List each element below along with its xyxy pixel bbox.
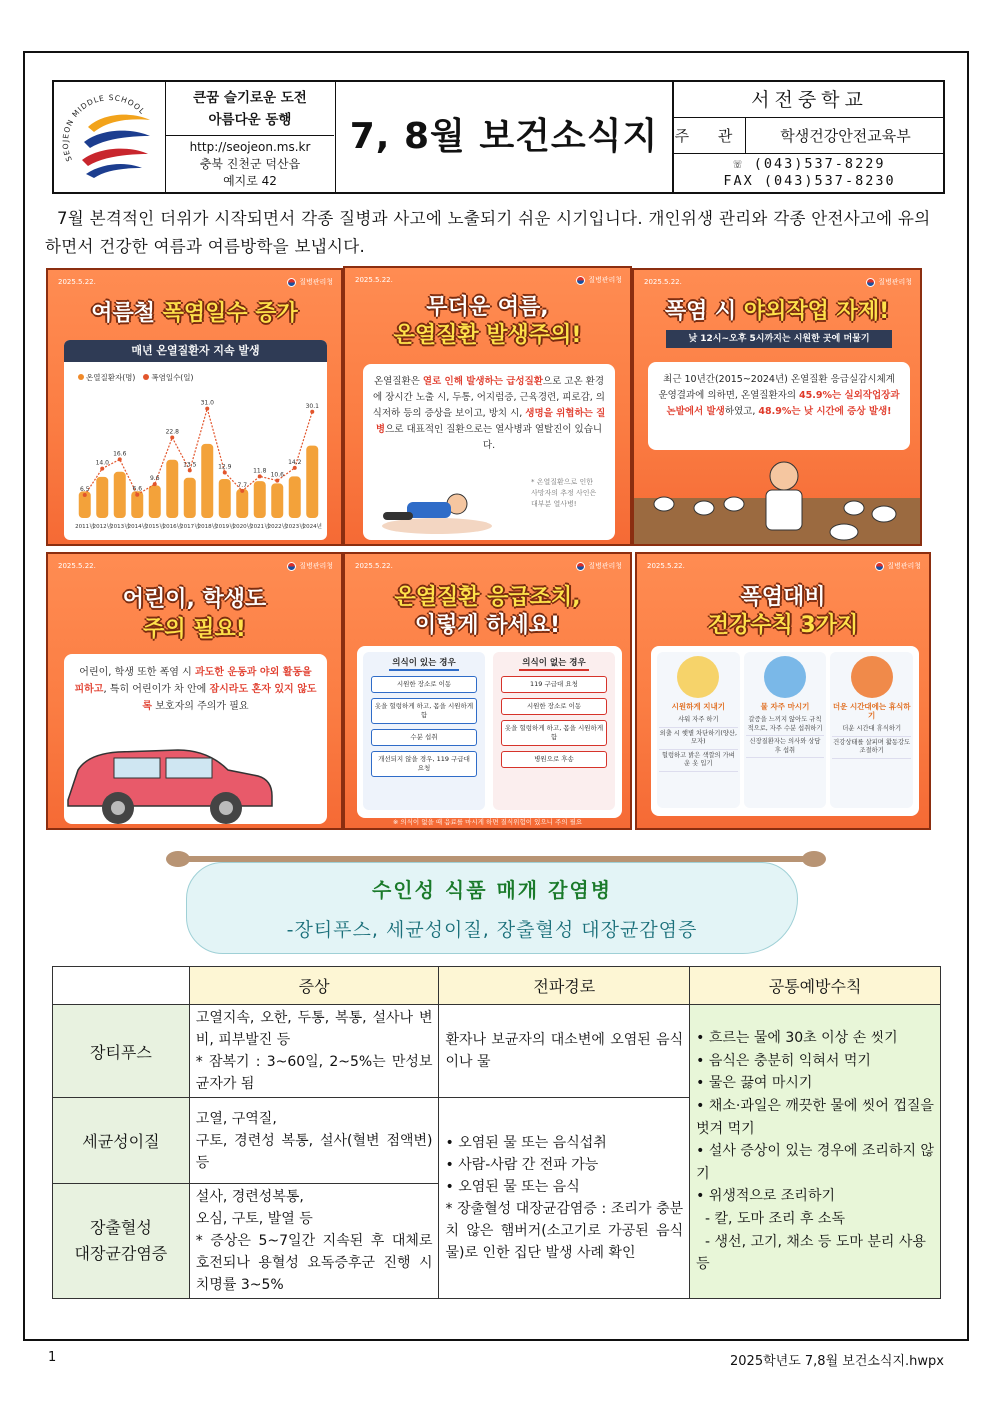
rules-panel (651, 646, 919, 816)
rule-head: 물 자주 마시기 (760, 702, 810, 711)
data-label: 6.6 (132, 485, 143, 493)
unconscious-column (493, 652, 615, 810)
field-work-illustration (634, 454, 922, 544)
agency-name: 질병관리청 (299, 278, 333, 286)
first-aid-step: 수분 섭취 (371, 729, 477, 746)
first-aid-step: 병원으로 후송 (501, 751, 607, 768)
org-value: 학생건강안전교육부 (746, 118, 945, 154)
card-title (48, 300, 341, 328)
header-symptoms: 증상 (189, 967, 439, 1005)
tick-label: 2022년 (267, 524, 287, 530)
days-point (258, 474, 262, 478)
org-label: 주 관 (674, 118, 746, 154)
rule-line: 헐렁하고 밝은 색깔의 가벼운 옷 입기 (659, 750, 738, 772)
unconscious-title: 의식이 없는 경우 (519, 658, 589, 671)
first-aid-step: 시원한 장소로 이동 (501, 698, 607, 715)
tick-label: 2012년 (92, 524, 112, 530)
days-point (135, 493, 139, 497)
tick-label: 2021년 (250, 524, 270, 530)
heatwave-chart (64, 368, 327, 538)
logo-cell (54, 82, 166, 192)
unconscious-steps (493, 676, 615, 768)
agency-emblem-icon (866, 278, 875, 287)
header-route: 전파경로 (439, 967, 690, 1005)
newsletter-title: 7, 8월 보건소식지 (349, 116, 659, 157)
bar-2015년 (149, 485, 161, 518)
rule-illustration-icon (677, 656, 719, 698)
data-label: 30.1 (305, 402, 319, 410)
card-subbanner: 낮 12시~오후 5시까지는 시원한 곳에 머물기 (666, 330, 892, 348)
rule-illustration-icon (851, 656, 893, 698)
rule-head: 더운 시간대에는 휴식하기 (832, 702, 911, 720)
days-point (100, 467, 104, 471)
data-label: 14.2 (288, 458, 302, 466)
days-point (170, 436, 174, 440)
card-title: 폭염 시 야외작업 자제! (664, 299, 890, 324)
card-note: * 온열질환으로 인한 사망자의 추정 사인은 대부분 열사병! (531, 478, 597, 508)
bar-2022년 (271, 483, 283, 518)
agency-emblem-icon (875, 562, 884, 571)
card-title-line-1: 폭염대비 (740, 585, 826, 610)
bar-2018년 (201, 444, 213, 518)
agency-badge: 질병관리청 (287, 561, 333, 571)
bar-2023년 (289, 476, 301, 518)
rule-line: 건강상태를 살피며 활동강도 조절하기 (832, 737, 911, 759)
row-name-typhoid: 장티푸스 (53, 1005, 190, 1098)
card-title-line-2: 온열질환 발생주의! (393, 323, 582, 348)
days-point (275, 479, 279, 483)
contact-info (674, 156, 945, 190)
bar-2021년 (254, 481, 266, 518)
page-number: 1 (48, 1350, 57, 1365)
typhoid-symptoms: 고열지속, 오한, 두통, 복통, 설사나 변비, 피부발진 등 * 잠복기 : 3~60일, 2~5%는 만성보균자가 됨 (189, 1005, 439, 1098)
tick-label: 2024년 (302, 524, 322, 530)
title-part-2: 폭염일수 증가 (162, 301, 298, 326)
card-children-caution (46, 552, 343, 830)
intro-paragraph: 7월 본격적인 더위가 시작되면서 각종 질병과 사고에 노출되기 쉬운 시기입니다. 개인위생 관리와 각종 안전사고에 유의하면서 건강한 여름과 여름방학을 보냅시다. (45, 209, 931, 256)
data-label: 6.5 (79, 486, 90, 494)
conscious-title: 의식이 있는 경우 (389, 658, 459, 671)
legend-days: 폭염일수(일) (143, 370, 193, 386)
motto-line-2: 아름다운 동행 (208, 112, 292, 128)
newsletter-header (52, 80, 945, 194)
tick-label: 2020년 (232, 524, 252, 530)
first-aid-panel (357, 646, 622, 818)
card-outdoor-work (632, 268, 922, 546)
tick-label: 2011년 (75, 524, 95, 530)
card-date: 2025.5.22. (58, 278, 96, 286)
rule-line: 샤워 자주 하기 (659, 714, 738, 728)
tick-label: 2013년 (110, 524, 130, 530)
row-name-ehec: 장출혈성 대장균감염증 (53, 1184, 190, 1299)
card-title-line-2: 건강수칙 3가지 (707, 613, 859, 638)
bar-2012년 (96, 477, 108, 518)
first-aid-step: 개선되지 않을 경우, 119 구급대 요청 (371, 751, 477, 777)
phone-number: ☏ (043)537-8229 (733, 156, 886, 172)
card-first-aid (343, 552, 632, 830)
data-label: 7.7 (237, 481, 248, 489)
tick-label: 2018년 (197, 524, 217, 530)
data-label: 9.6 (149, 475, 160, 483)
shared-route: • 오염된 물 또는 음식섭취 • 사람-사람 간 전파 가능 • 오염된 물 또는 음식 * 장출혈성 대장균감염증 : 조리가 충분치 않은 햄버거(소고기로 가공된 음식물)로 인한 집단 발생 사례 확인 (439, 1098, 690, 1299)
tick-label: 2019년 (215, 524, 235, 530)
rule-line: 더운 시간대 휴식하기 (832, 723, 911, 737)
card-date: 2025.5.22. (644, 278, 682, 286)
first-aid-step: 시원한 장소로 이동 (371, 676, 477, 693)
rule-illustration-icon (764, 656, 806, 698)
bar-2019년 (219, 479, 231, 518)
bar-2013년 (114, 472, 126, 518)
banner-title: 수인성 식품 매개 감염병 (371, 878, 613, 902)
banner-subtitle: -장티푸스, 세균성이질, 장출혈성 대장균감염증 (286, 919, 698, 941)
health-rule (657, 652, 740, 808)
bar-2020년 (236, 489, 248, 518)
card-body: 온열질환은 열로 인해 발생하는 급성질환으로 고온 환경에 장시간 노출 시, 두통, 어지럼증, 근육경련, 피로감, 의식저하 등의 증상을 보이고, 방치 시, 생명을 위협하는 질병으로 대표적인 질환으로는 열사병과 열탈진이 있습니다. * 온열질환으로 인한 사망자의 추정 사인은 대부분 열사병! (363, 364, 615, 540)
chart-panel (64, 340, 327, 540)
days-point (240, 489, 244, 493)
days-point (153, 482, 157, 486)
shigella-symptoms: 고열, 구역질, 구토, 경련성 복통, 설사(혈변 점액변) 등 (189, 1098, 439, 1184)
health-rule (830, 652, 913, 808)
info-cell (674, 82, 945, 192)
first-aid-step: 119 구급대 요청 (501, 676, 607, 693)
rule-line: 외출 시 햇볕 차단하기(양산, 모자) (659, 728, 738, 750)
card-body: 어린이, 학생 또한 폭염 시 과도한 운동과 야외 활동을 피하고, 특히 어린이가 차 안에 잠시라도 혼자 있지 않도록 보호자의 주의가 필요 (64, 654, 327, 824)
rule-line: 갈증을 느끼지 않아도 규칙적으로, 자주 수분 섭취하기 (746, 714, 825, 736)
rule-head: 시원하게 지내기 (671, 702, 725, 711)
days-point (223, 470, 227, 474)
bar-2024년 (306, 446, 318, 518)
fax-number: FAX (043)537-8230 (723, 173, 896, 189)
data-label: 12.9 (218, 463, 232, 471)
agency-badge: 질병관리청 (875, 561, 921, 571)
first-aid-step: 옷을 헐렁하게 하고, 몸을 시원하게 함 (371, 698, 477, 724)
days-point (83, 493, 87, 497)
table-row (53, 1005, 941, 1098)
tick-label: 2015년 (145, 524, 165, 530)
tick-label: 2016년 (162, 524, 182, 530)
data-label: 13.5 (183, 461, 197, 469)
row-name-shigella: 세균성이질 (53, 1098, 190, 1184)
days-point (118, 457, 122, 461)
conscious-steps (363, 676, 485, 777)
agency-emblem-icon (287, 562, 296, 571)
header-prevention: 공통예방수칙 (690, 967, 941, 1005)
health-rule (744, 652, 827, 808)
fainting-person-illustration (377, 476, 497, 536)
agency-badge: 질병관리청 (576, 561, 622, 571)
first-aid-step: 옷을 헐렁하게 하고, 몸을 시원하게 함 (501, 720, 607, 746)
card-health-rules (635, 552, 931, 830)
card-title-line-1: 온열질환 응급조치, (394, 585, 581, 610)
disease-table (52, 966, 941, 1299)
address-line-2: 예지로 42 (223, 174, 277, 188)
data-label: 22.8 (165, 428, 179, 436)
header-blank (53, 967, 190, 1005)
motto-line-1: 큰꿈 슬기로운 도전 (193, 90, 307, 106)
motto-cell (166, 82, 336, 192)
chart-subtitle: 매년 온열질환자 지속 발생 (64, 340, 327, 362)
card-date: 2025.5.22. (355, 276, 393, 284)
days-point (205, 407, 209, 411)
typhoid-route: 환자나 보균자의 대소변에 오염된 음식이나 물 (439, 1005, 690, 1098)
tick-label: 2023년 (285, 524, 305, 530)
card-title-line-1: 어린이, 학생도 (122, 587, 267, 612)
card-title-line-2: 주의 필요! (143, 617, 246, 642)
title-cell (336, 82, 674, 192)
legend-patients: 온열질환자(명) (78, 370, 135, 386)
file-name: 2025학년도 7,8월 보건소식지.hwpx (730, 1354, 944, 1369)
days-point (293, 466, 297, 470)
rules-list (651, 646, 919, 814)
card-heatwave-days (46, 268, 343, 546)
tick-label: 2017년 (180, 524, 200, 530)
ehec-symptoms: 설사, 경련성복통, 오심, 구토, 발열 등 * 증상은 5~7일간 지속된 후 대체로 호전되나 용혈성 요독증후군 진행 시 치명률 3~5% (189, 1184, 439, 1299)
school-address (166, 136, 334, 192)
days-point (188, 468, 192, 472)
bar-2017년 (184, 478, 196, 518)
prevention-rules: • 흐르는 물에 30초 이상 손 씻기 • 음식은 충분히 익혀서 먹기 • 물은 끓여 마시기 • 채소·과일은 깨끗한 물에 씻어 껍질을 벗겨 먹기 • 설사 증상이 있는 경우에 조리하지 않기 • 위생적으로 조리하기 - 칼, 도마 조리 후 소독 - 생선, 고기, 채소 등 도마 분리 사용 등 (690, 1005, 941, 1299)
rule-line: 신장질환자는 의사와 상담 후 섭취 (746, 736, 825, 758)
agency-badge: 질병관리청 (576, 275, 622, 285)
logo-text: SEOJEON MIDDLE SCHOOL (60, 93, 148, 163)
card-date: 2025.5.22. (58, 562, 96, 570)
tick-label: 2014년 (127, 524, 147, 530)
agency-badge (287, 277, 333, 287)
car-illustration (58, 730, 288, 830)
card-date: 2025.5.22. (647, 562, 685, 570)
agency-badge: 질병관리청 (866, 277, 912, 287)
title-part-1: 여름철 (91, 301, 163, 326)
data-label: 16.6 (113, 450, 127, 458)
bar-2016년 (166, 460, 178, 518)
first-aid-note: ※ 의식이 없을 때 음료를 마시게 하면 질식위험이 있으니 주의 필요 (392, 818, 583, 826)
school-logo (54, 82, 166, 192)
school-url[interactable]: http://seojeon.ms.kr (189, 140, 311, 154)
table-header-row (53, 967, 941, 1005)
data-label: 10.6 (270, 471, 284, 479)
conscious-column (363, 652, 485, 810)
address-line-1: 충북 진천군 덕산읍 (199, 157, 301, 171)
card-title-line-1: 무더운 여름, (426, 295, 549, 320)
card-date: 2025.5.22. (355, 562, 393, 570)
data-label: 11.8 (253, 467, 267, 475)
card-heat-illness (343, 266, 632, 546)
days-point (310, 410, 314, 414)
agency-emblem-icon (576, 276, 585, 285)
card-title-line-2: 이렇게 하세요! (414, 613, 561, 638)
school-motto (166, 82, 334, 136)
data-label: 14.0 (95, 459, 109, 467)
school-name: 서전중학교 (674, 82, 945, 118)
card-body: 최근 10년간(2015~2024년) 온열질환 응급실감시체계 운영결과에 의하면, 온열질환자의 45.9%는 실외작업장과 논밭에서 발생하였고, 48.9%는 낮 시간에 증상 발생! (648, 362, 910, 450)
agency-emblem-icon (287, 278, 296, 287)
data-label: 31.0 (200, 399, 214, 407)
agency-emblem-icon (576, 562, 585, 571)
